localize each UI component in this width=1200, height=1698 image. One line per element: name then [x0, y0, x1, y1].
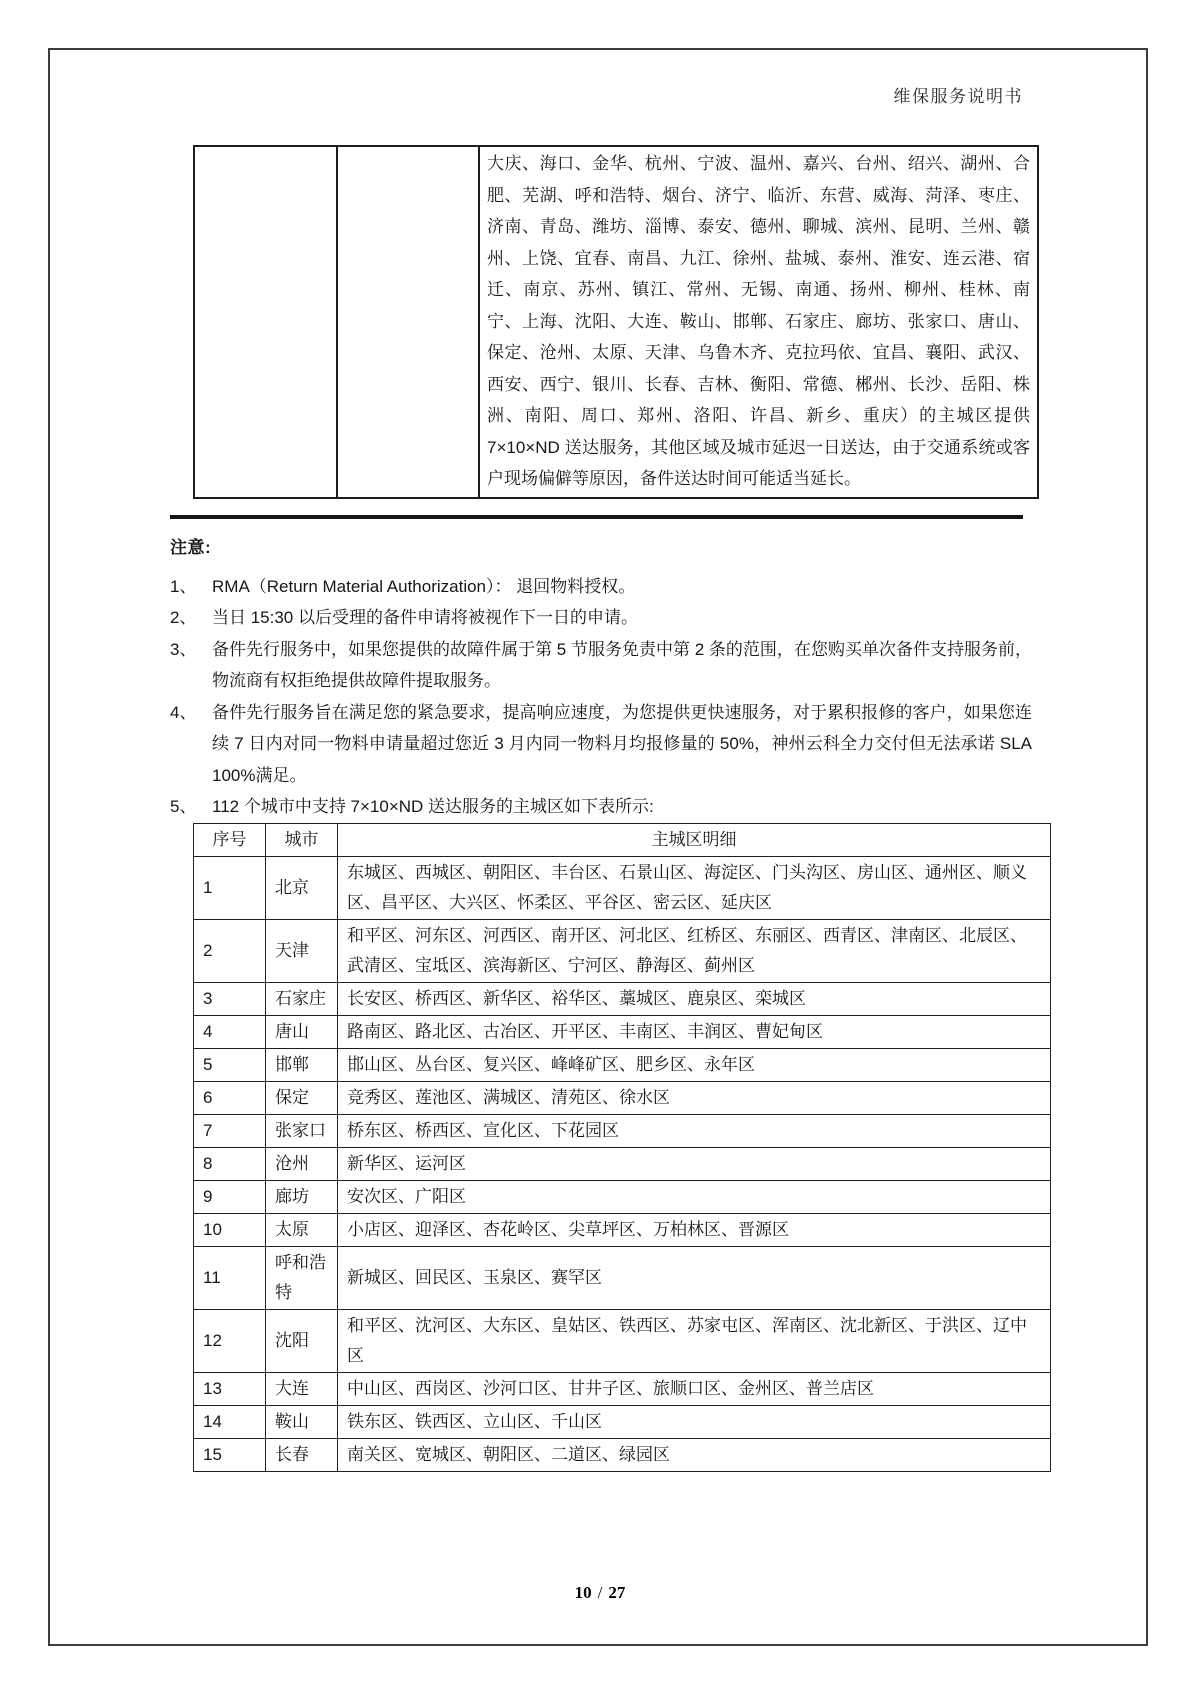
row-number-cell: 1 — [194, 857, 266, 920]
row-number-cell: 3 — [194, 983, 266, 1016]
districts-cell: 新城区、回民区、玉泉区、赛罕区 — [338, 1247, 1051, 1310]
spare-table-empty-cell-1 — [194, 146, 337, 498]
city-cell: 呼和浩特 — [266, 1247, 338, 1310]
districts-cell: 东城区、西城区、朝阳区、丰台区、石景山区、海淀区、门头沟区、房山区、通州区、顺义区、昌平区、大兴区、怀柔区、平谷区、密云区、延庆区 — [338, 857, 1051, 920]
row-number-cell: 7 — [194, 1115, 266, 1148]
note-item-5 — [170, 791, 1032, 823]
districts-cell: 新华区、运河区 — [338, 1148, 1051, 1181]
note-number: 3、 — [170, 639, 197, 659]
districts-cell: 南关区、宽城区、朝阳区、二道区、绿园区 — [338, 1439, 1051, 1472]
note-number: 1、 — [170, 576, 197, 596]
note-item-3 — [170, 634, 1032, 697]
table-row — [194, 1214, 1051, 1247]
row-number-cell: 14 — [194, 1406, 266, 1439]
notes-heading: 注意: — [170, 538, 212, 557]
note-number: 4、 — [170, 702, 197, 722]
note-text: 备件先行服务中，如果您提供的故障件属于第 5 节服务免责中第 2 条的范围，在您购买单次备件支持服务前，物流商有权拒绝提供故障件提取服务。 — [212, 639, 1032, 690]
table-row — [194, 146, 1038, 498]
page-number-separator: / — [597, 1583, 603, 1602]
city-cell: 保定 — [266, 1082, 338, 1115]
row-number-cell: 12 — [194, 1310, 266, 1373]
city-districts-table — [193, 823, 1051, 1472]
city-cell: 大连 — [266, 1373, 338, 1406]
table-header-row — [194, 824, 1051, 857]
table-row — [194, 1406, 1051, 1439]
row-number-cell: 8 — [194, 1148, 266, 1181]
spare-parts-coverage-cell: 大庆、海口、金华、杭州、宁波、温州、嘉兴、台州、绍兴、湖州、合肥、芜湖、呼和浩特、烟台、济宁、临沂、东营、威海、菏泽、枣庄、济南、青岛、潍坊、淄博、泰安、德州、聊城、滨州、昆明、兰州、赣州、上饶、宜春、南昌、九江、徐州、盐城、泰州、淮安、连云港、宿迁、南京、苏州、镇江、常州、无锡、南通、扬州、柳州、桂林、南宁、上海、沈阳、大连、鞍山、邯郸、石家庄、廊坊、张家口、唐山、保定、沧州、太原、天津、乌鲁木齐、克拉玛依、宜昌、襄阳、武汉、西安、西宁、银川、长春、吉林、衡阳、常德、郴州、长沙、岳阳、株洲、南阳、周口、郑州、洛阳、许昌、新乡、重庆）的主城区提供 7×10×ND 送达服务，其他区域及城市延迟一日送达，由于交通系统或客户现场偏僻等原因，备件送达时间可能适当延长。 — [479, 146, 1038, 498]
row-number-cell: 13 — [194, 1373, 266, 1406]
row-number-cell: 11 — [194, 1247, 266, 1310]
districts-cell: 安次区、广阳区 — [338, 1181, 1051, 1214]
current-page-number: 10 — [574, 1583, 592, 1602]
note-item-4 — [170, 697, 1032, 792]
districts-cell: 桥东区、桥西区、宣化区、下花园区 — [338, 1115, 1051, 1148]
note-number: 5、 — [170, 797, 197, 816]
row-number-cell: 4 — [194, 1016, 266, 1049]
note-text: 112 个城市中支持 7×10×ND 送达服务的主城区如下表所示: — [212, 797, 654, 816]
header-cell-districts: 主城区明细 — [338, 824, 1051, 857]
districts-cell: 长安区、桥西区、新华区、裕华区、藁城区、鹿泉区、栾城区 — [338, 983, 1051, 1016]
row-number-cell: 15 — [194, 1439, 266, 1472]
districts-cell: 邯山区、丛台区、复兴区、峰峰矿区、肥乡区、永年区 — [338, 1049, 1051, 1082]
table-row — [194, 1049, 1051, 1082]
city-cell: 天津 — [266, 920, 338, 983]
table-row — [194, 1310, 1051, 1373]
spare-table-empty-cell-2 — [337, 146, 479, 498]
table-row — [194, 1148, 1051, 1181]
city-cell: 长春 — [266, 1439, 338, 1472]
city-cell: 北京 — [266, 857, 338, 920]
table-row — [194, 857, 1051, 920]
row-number-cell: 9 — [194, 1181, 266, 1214]
note-number: 2、 — [170, 608, 197, 627]
table-row — [194, 1115, 1051, 1148]
table-row — [194, 983, 1051, 1016]
districts-cell: 和平区、河东区、河西区、南开区、河北区、红桥区、东丽区、西青区、津南区、北辰区、武清区、宝坻区、滨海新区、宁河区、静海区、蓟州区 — [338, 920, 1051, 983]
row-number-cell: 10 — [194, 1214, 266, 1247]
row-number-cell: 5 — [194, 1049, 266, 1082]
city-cell: 石家庄 — [266, 983, 338, 1016]
row-number-cell: 2 — [194, 920, 266, 983]
districts-cell: 中山区、西岗区、沙河口区、甘井子区、旅顺口区、金州区、普兰店区 — [338, 1373, 1051, 1406]
header-cell-no: 序号 — [194, 824, 266, 857]
table-row — [194, 1016, 1051, 1049]
note-text: RMA（Return Material Authorization）： 退回物料授权。 — [212, 576, 636, 596]
city-cell: 鞍山 — [266, 1406, 338, 1439]
page-number — [0, 1583, 1200, 1603]
table-row — [194, 1082, 1051, 1115]
spare-parts-delivery-table — [193, 145, 1039, 499]
city-cell: 沧州 — [266, 1148, 338, 1181]
city-cell: 邯郸 — [266, 1049, 338, 1082]
districts-cell: 小店区、迎泽区、杏花岭区、尖草坪区、万柏林区、晋源区 — [338, 1214, 1051, 1247]
districts-cell: 铁东区、铁西区、立山区、千山区 — [338, 1406, 1051, 1439]
table-row — [194, 1247, 1051, 1310]
city-cell: 廊坊 — [266, 1181, 338, 1214]
table-row — [194, 1373, 1051, 1406]
table-row — [194, 1439, 1051, 1472]
table-row — [194, 1181, 1051, 1214]
note-text: 当日 15:30 以后受理的备件申请将被视作下一日的申请。 — [212, 608, 638, 627]
districts-cell: 路南区、路北区、古冶区、开平区、丰南区、丰润区、曹妃甸区 — [338, 1016, 1051, 1049]
table-row — [194, 920, 1051, 983]
note-item-1 — [170, 571, 1032, 603]
city-cell: 张家口 — [266, 1115, 338, 1148]
districts-cell: 竞秀区、莲池区、满城区、清苑区、徐水区 — [338, 1082, 1051, 1115]
city-cell: 沈阳 — [266, 1310, 338, 1373]
total-page-number: 27 — [608, 1583, 626, 1602]
note-text: 备件先行服务旨在满足您的紧急要求，提高响应速度，为您提供更快速服务，对于累积报修的客户，如果您连续 7 日内对同一物料申请量超过您近 3 月内同一物料月均报修量的 50%，神州云科全力交付但无法承诺 SLA 100%满足。 — [212, 702, 1032, 785]
note-item-2 — [170, 602, 1032, 634]
header-cell-city: 城市 — [266, 824, 338, 857]
notes-section — [170, 532, 1032, 823]
districts-cell: 和平区、沈河区、大东区、皇姑区、铁西区、苏家屯区、浑南区、沈北新区、于洪区、辽中区 — [338, 1310, 1051, 1373]
row-number-cell: 6 — [194, 1082, 266, 1115]
city-cell: 唐山 — [266, 1016, 338, 1049]
section-divider-rule — [170, 515, 1023, 519]
doc-header-title: 维保服务说明书 — [893, 87, 1023, 106]
city-cell: 太原 — [266, 1214, 338, 1247]
